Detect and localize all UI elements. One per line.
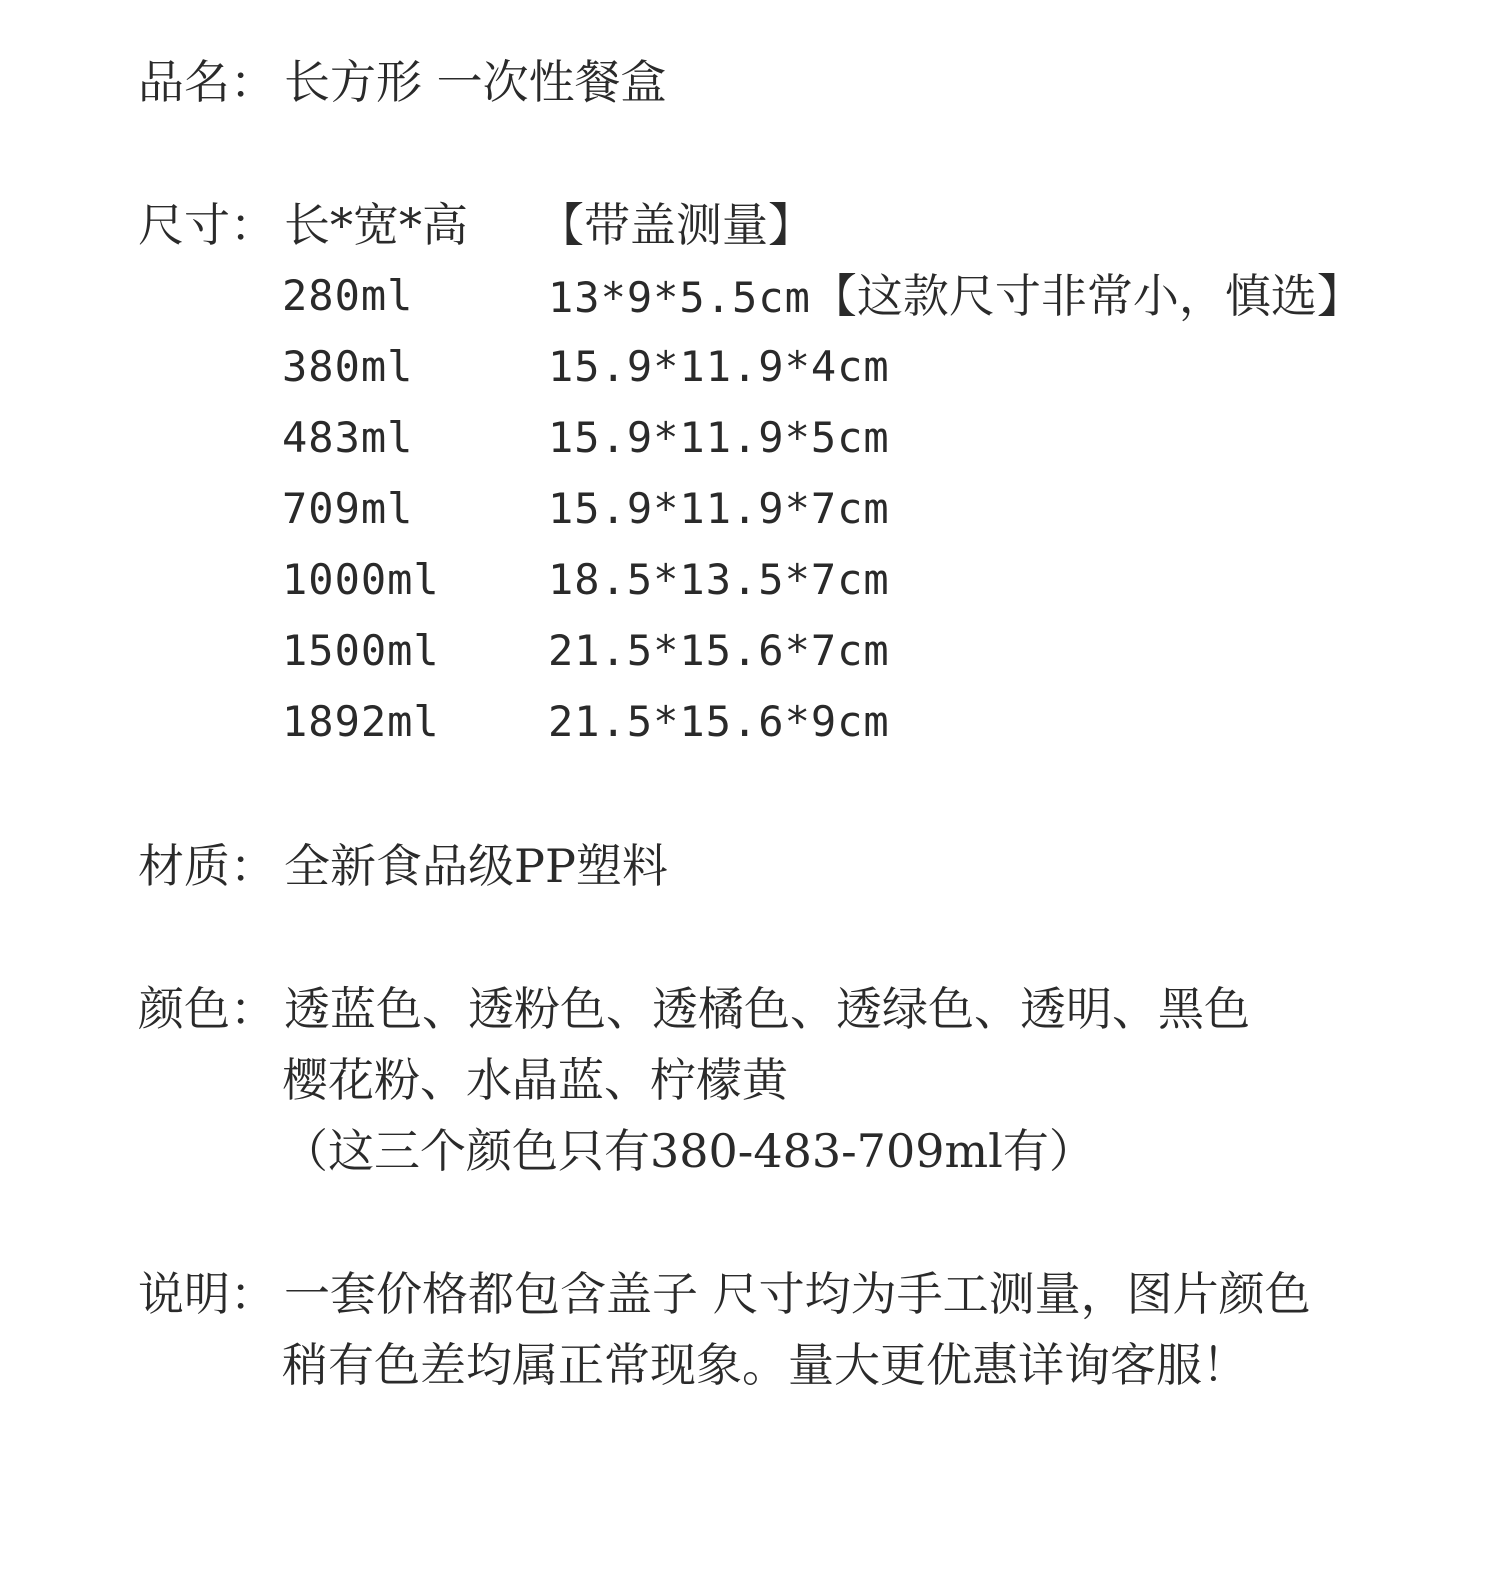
size-row-dims: 15.9*11.9*5cm bbox=[548, 413, 890, 462]
size-header-dims: 长*宽*高 bbox=[284, 198, 468, 252]
size-row-dims: 21.5*15.6*9cm bbox=[548, 697, 890, 746]
size-row-capacity: 483ml bbox=[282, 413, 414, 462]
product-name-label: 品名： bbox=[138, 55, 276, 109]
size-row-capacity: 1000ml bbox=[282, 555, 440, 604]
size-row-capacity: 280ml bbox=[282, 271, 414, 320]
size-row-dims: 21.5*15.6*7cm bbox=[548, 626, 890, 675]
size-row-capacity: 709ml bbox=[282, 484, 414, 533]
size-row-dims: 15.9*11.9*7cm bbox=[548, 484, 890, 533]
size-label: 尺寸： bbox=[138, 198, 276, 252]
product-name-value: 长方形 一次性餐盒 bbox=[284, 55, 667, 109]
material-label: 材质： bbox=[138, 839, 276, 893]
size-row-capacity: 1500ml bbox=[282, 626, 440, 675]
size-row-dims bbox=[548, 268, 1363, 326]
color-line-3: （这三个颜色只有380-483-709ml有） bbox=[282, 1124, 1095, 1178]
material-value: 全新食品级PP塑料 bbox=[284, 839, 668, 893]
color-line-1: 透蓝色、透粉色、透橘色、透绿色、透明、黑色 bbox=[284, 982, 1250, 1036]
description-label: 说明： bbox=[138, 1267, 276, 1321]
size-row-capacity: 380ml bbox=[282, 342, 414, 391]
size-row-dims: 18.5*13.5*7cm bbox=[548, 555, 890, 604]
size-header-note: 【带盖测量】 bbox=[538, 198, 814, 252]
size-row-dims: 15.9*11.9*4cm bbox=[548, 342, 890, 391]
description-line-2: 稍有色差均属正常现象。量大更优惠详询客服！ bbox=[282, 1338, 1248, 1392]
size-row-note: 【这款尺寸非常小，慎选】 bbox=[810, 269, 1363, 323]
color-label: 颜色： bbox=[138, 982, 276, 1036]
size-row-capacity: 1892ml bbox=[282, 697, 440, 746]
size-row-dims-value: 13*9*5.5cm bbox=[548, 273, 811, 322]
description-line-1: 一套价格都包含盖子 尺寸均为手工测量，图片颜色 bbox=[284, 1267, 1311, 1321]
color-line-2: 樱花粉、水晶蓝、柠檬黄 bbox=[282, 1053, 788, 1107]
